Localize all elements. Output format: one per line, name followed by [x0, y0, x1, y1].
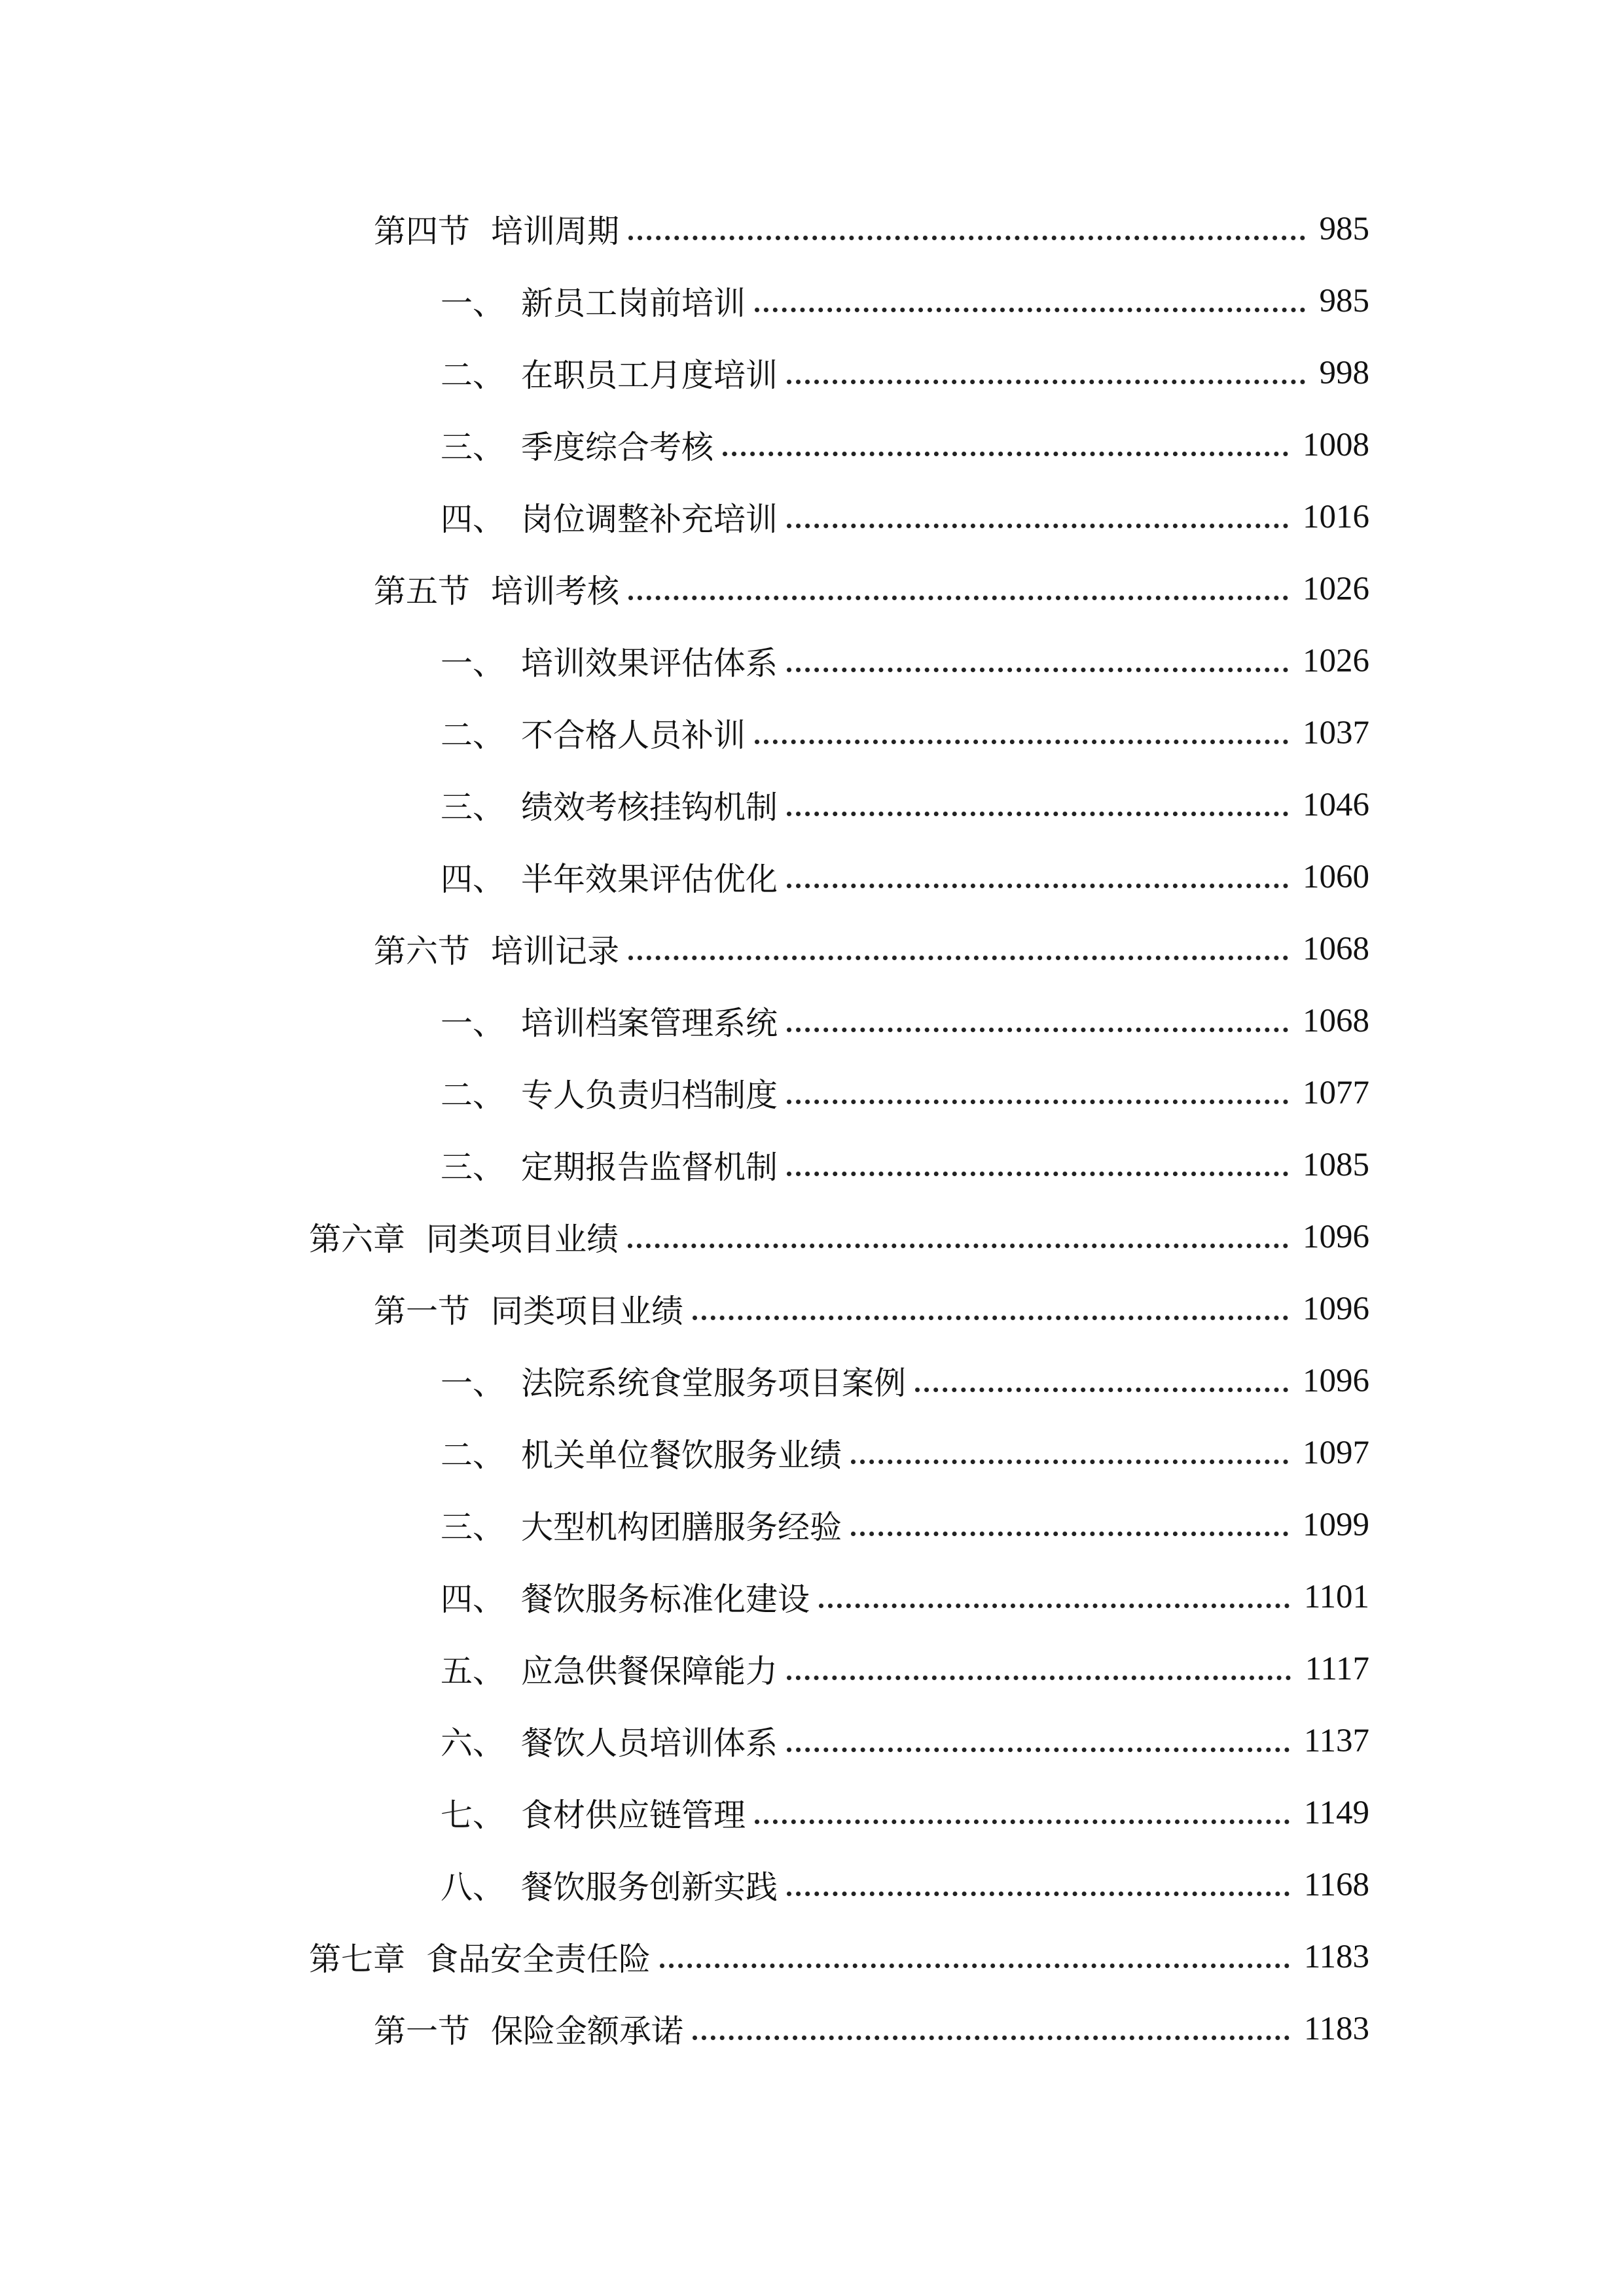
toc-dot-leader: [755, 740, 1288, 744]
toc-item-number: 二、: [441, 1437, 505, 1474]
toc-page-number: 1149: [1303, 1795, 1369, 1831]
toc-item-entry: [441, 1067, 1369, 1119]
toc-item-number: 三、: [441, 789, 505, 826]
toc-dot-leader: [660, 1964, 1290, 1968]
toc-item-entry: [441, 275, 1369, 327]
toc-section-number: 第一节: [374, 2013, 471, 2050]
toc-dot-leader: [787, 1172, 1288, 1176]
toc-item-entry: [441, 347, 1369, 399]
toc-item-number: 一、: [441, 645, 505, 682]
toc-page-number: 1137: [1303, 1723, 1369, 1759]
toc-page-number: 1026: [1303, 643, 1369, 679]
toc-item-number: 六、: [441, 1725, 505, 1762]
toc-item-title: 应急供餐保障能力: [521, 1653, 778, 1690]
toc-item-entry: [441, 995, 1369, 1047]
toc-item-entry: [441, 779, 1369, 831]
toc-item-title: 新员工岗前培训: [521, 285, 746, 322]
toc-item-entry: [441, 1427, 1369, 1479]
toc-item-entry: [441, 1571, 1369, 1623]
toc-dot-leader: [851, 1460, 1288, 1464]
toc-item-entry: [441, 1355, 1369, 1407]
toc-page-number: 1060: [1303, 859, 1369, 895]
toc-dot-leader: [693, 1316, 1288, 1320]
toc-item-entry: [441, 1715, 1369, 1767]
toc-item-title: 餐饮人员培训体系: [521, 1725, 778, 1762]
toc-item-title: 餐饮服务标准化建设: [521, 1581, 810, 1618]
toc-dot-leader: [851, 1532, 1288, 1536]
toc-item-title: 培训效果评估体系: [521, 645, 778, 682]
toc-item-title: 培训档案管理系统: [521, 1005, 778, 1042]
toc-page-number: 1101: [1303, 1579, 1369, 1615]
toc-dot-leader: [787, 1748, 1290, 1752]
toc-dot-leader: [723, 452, 1288, 456]
toc-dot-leader: [755, 308, 1305, 312]
toc-item-number: 八、: [441, 1869, 505, 1906]
toc-dot-leader: [787, 668, 1288, 672]
toc-page-number: 1046: [1303, 787, 1369, 823]
toc-dot-leader: [787, 1892, 1290, 1896]
toc-dot-leader: [787, 524, 1288, 528]
toc-dot-leader: [787, 812, 1288, 816]
toc-item-title: 餐饮服务创新实践: [521, 1869, 778, 1906]
toc-item-number: 四、: [441, 1581, 505, 1618]
toc-item-number: 七、: [441, 1797, 505, 1834]
toc-page-number: 1016: [1303, 499, 1369, 535]
toc-section-number: 第五节: [374, 573, 471, 610]
toc-section-entry: [374, 2003, 1369, 2055]
toc-item-title: 机关单位餐饮服务业绩: [521, 1437, 842, 1474]
toc-dot-leader: [628, 236, 1305, 240]
toc-item-entry: [441, 707, 1369, 759]
toc-section-number: 第六节: [374, 933, 471, 970]
toc-section-number: 第四节: [374, 213, 471, 250]
toc-item-entry: [441, 491, 1369, 543]
toc-chapter-entry: [309, 1211, 1369, 1263]
toc-section-title: 培训考核: [491, 573, 620, 610]
toc-page-number: 1096: [1303, 1363, 1369, 1399]
toc-item-entry: [441, 1139, 1369, 1191]
toc-dot-leader: [787, 884, 1288, 888]
toc-item-title: 专人负责归档制度: [521, 1077, 778, 1114]
toc-dot-leader: [787, 1100, 1288, 1104]
toc-dot-leader: [787, 1676, 1291, 1680]
toc-item-entry: [441, 419, 1369, 471]
toc-page-number: 1037: [1303, 715, 1369, 751]
toc-page-number: 1068: [1303, 931, 1369, 967]
toc-page-number: 1096: [1303, 1219, 1369, 1255]
toc-item-entry: [441, 1643, 1369, 1695]
toc-item-entry: [441, 851, 1369, 903]
toc-page-number: 1097: [1303, 1435, 1369, 1471]
toc-item-title: 半年效果评估优化: [521, 861, 778, 898]
toc-item-number: 三、: [441, 1149, 505, 1186]
toc-section-entry: [374, 923, 1369, 975]
toc-section-title: 培训周期: [491, 213, 620, 250]
toc-item-title: 定期报告监督机制: [521, 1149, 778, 1186]
toc-page-number: 1096: [1303, 1291, 1369, 1327]
toc-item-number: 三、: [441, 1509, 505, 1546]
toc-item-title: 不合格人员补训: [521, 717, 746, 754]
toc-chapter-number: 第六章: [309, 1221, 406, 1258]
toc-item-number: 一、: [441, 285, 505, 322]
toc-section-title: 同类项目业绩: [491, 1293, 684, 1330]
toc-dot-leader: [755, 1820, 1290, 1824]
toc-page-number: 1183: [1303, 2011, 1369, 2047]
toc-item-title: 岗位调整补充培训: [521, 501, 778, 538]
toc-section-entry: [374, 1283, 1369, 1335]
toc-chapter-title: 同类项目业绩: [426, 1221, 619, 1258]
toc-dot-leader: [819, 1604, 1290, 1608]
toc-section-title: 保险金额承诺: [491, 2013, 684, 2050]
toc-page-number: 1085: [1303, 1147, 1369, 1183]
toc-item-number: 二、: [441, 357, 505, 394]
toc-section-title: 培训记录: [491, 933, 620, 970]
toc-item-number: 二、: [441, 717, 505, 754]
toc-chapter-title: 食品安全责任险: [426, 1941, 651, 1978]
toc-section-entry: [374, 203, 1369, 255]
toc-item-number: 四、: [441, 861, 505, 898]
toc-page-number: 1099: [1303, 1507, 1369, 1543]
toc-page-number: 985: [1319, 283, 1369, 319]
toc-item-entry: [441, 1499, 1369, 1551]
toc-item-entry: [441, 1859, 1369, 1911]
toc-dot-leader: [915, 1388, 1288, 1392]
toc-item-number: 四、: [441, 501, 505, 538]
toc-item-entry: [441, 635, 1369, 687]
toc-dot-leader: [628, 1244, 1288, 1248]
toc-section-number: 第一节: [374, 1293, 471, 1330]
toc-item-title: 绩效考核挂钩机制: [521, 789, 778, 826]
toc-page-number: 1068: [1303, 1003, 1369, 1039]
toc-dot-leader: [787, 380, 1305, 384]
toc-page-number: 1117: [1305, 1651, 1369, 1687]
toc-page-number: 998: [1319, 355, 1369, 391]
toc-chapter-number: 第七章: [309, 1941, 406, 1978]
toc-item-number: 二、: [441, 1077, 505, 1114]
toc-item-title: 食材供应链管理: [521, 1797, 746, 1834]
toc-dot-leader: [628, 596, 1288, 600]
toc-chapter-entry: [309, 1931, 1369, 1983]
toc-page-number: 1168: [1303, 1867, 1369, 1903]
toc-dot-leader: [628, 956, 1288, 960]
toc-item-number: 三、: [441, 429, 505, 466]
toc-item-title: 大型机构团膳服务经验: [521, 1509, 842, 1546]
toc-page-number: 985: [1319, 211, 1369, 247]
toc-page-number: 1183: [1303, 1939, 1369, 1975]
toc-item-title: 在职员工月度培训: [521, 357, 778, 394]
toc-item-number: 一、: [441, 1005, 505, 1042]
toc-dot-leader: [693, 2036, 1290, 2040]
toc-page-number: 1008: [1303, 427, 1369, 463]
toc-item-entry: [441, 1787, 1369, 1839]
toc-page-number: 1077: [1303, 1075, 1369, 1111]
toc-section-entry: [374, 563, 1369, 615]
toc-item-number: 一、: [441, 1365, 505, 1402]
toc-item-title: 法院系统食堂服务项目案例: [521, 1365, 907, 1402]
toc-dot-leader: [787, 1028, 1288, 1032]
toc-item-title: 季度综合考核: [521, 429, 714, 466]
toc-item-number: 五、: [441, 1653, 505, 1690]
toc-page-number: 1026: [1303, 571, 1369, 607]
